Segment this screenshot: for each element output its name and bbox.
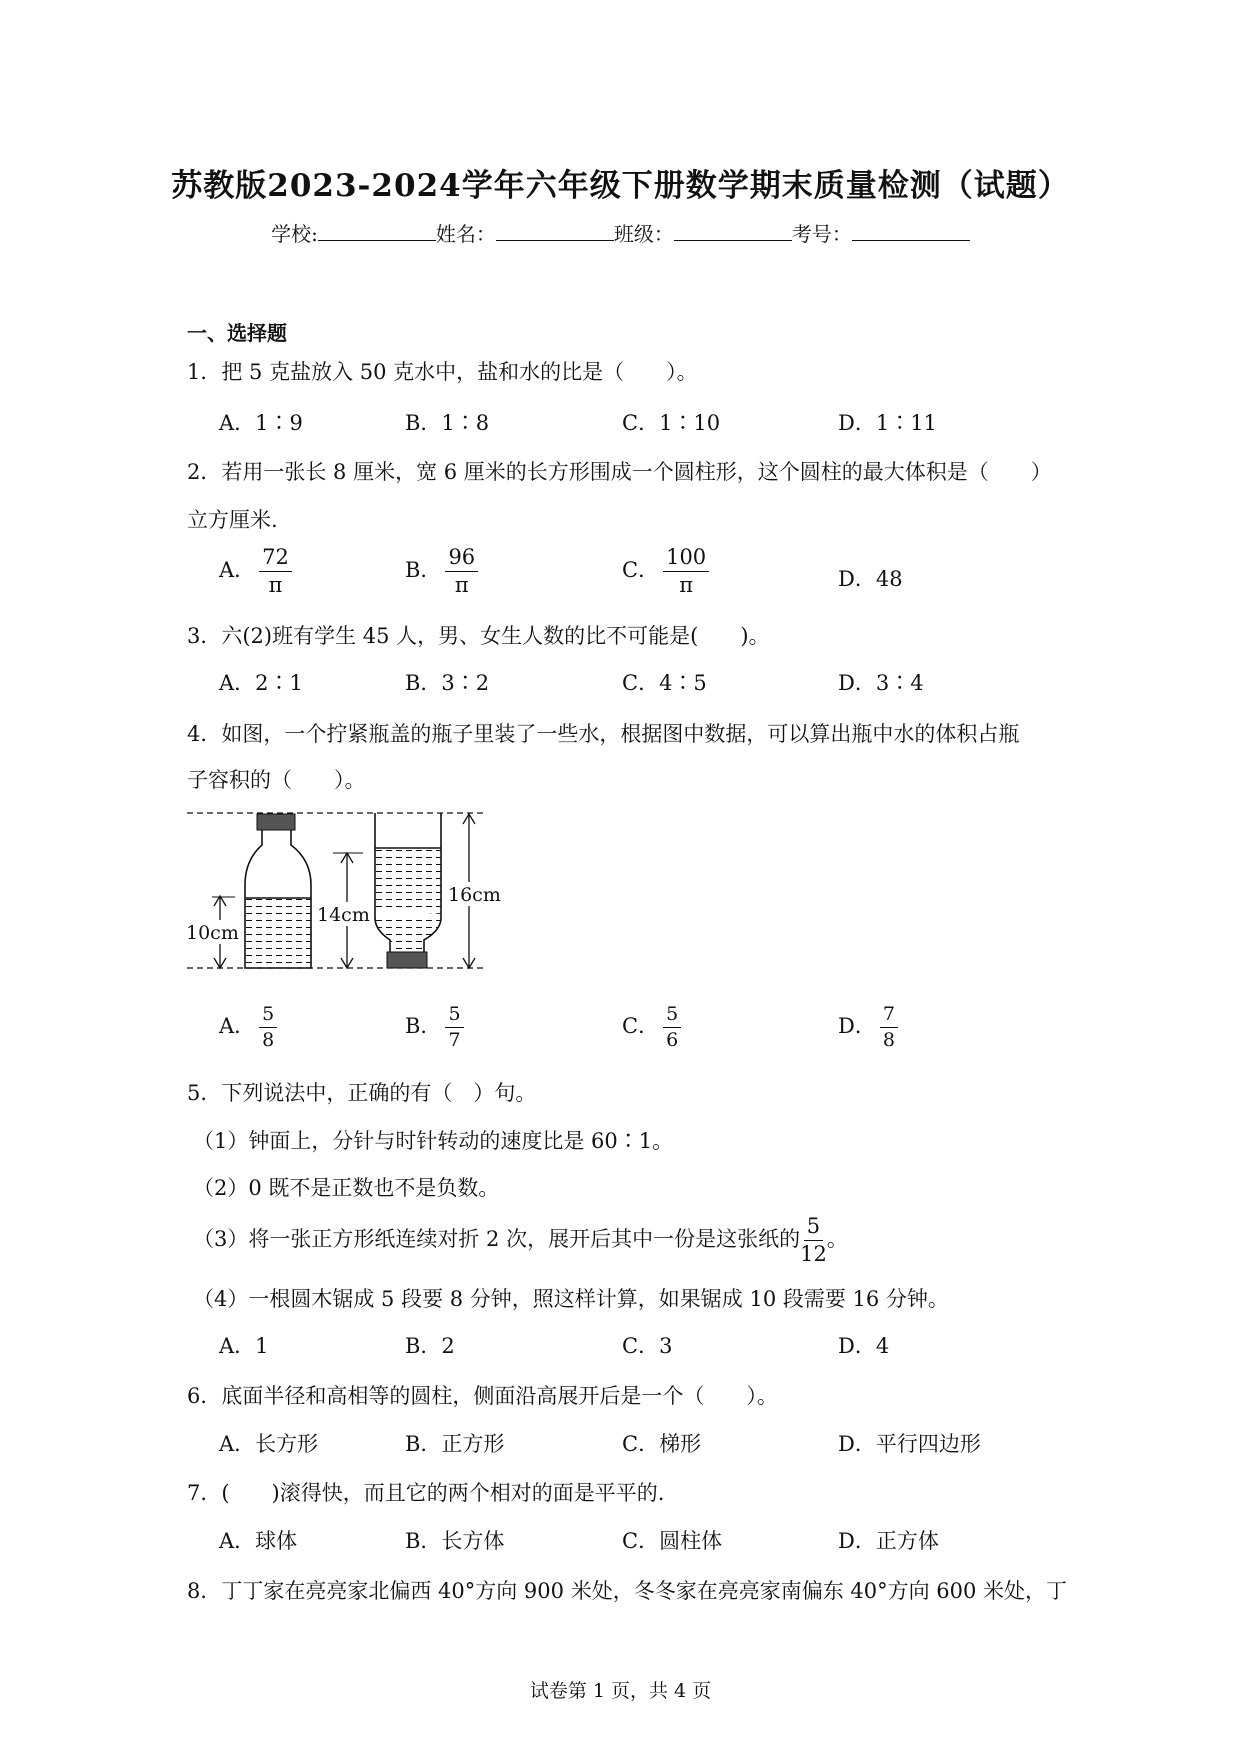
question-4-line1: 4．如图，一个拧紧瓶盖的瓶子里装了一些水，根据图中数据，可以算出瓶中水的体积占瓶: [187, 722, 1020, 746]
q3-option-d[interactable]: D．3∶4: [838, 671, 924, 695]
bottle-cap: [257, 814, 295, 830]
arrow-14cm: [316, 853, 376, 968]
q4-option-c-label: C．: [622, 1014, 660, 1038]
exam-no-label: 考号：: [791, 222, 852, 246]
fraction-numerator: 72: [259, 547, 292, 572]
q2-option-c-fraction: [663, 547, 709, 596]
section-heading: 一、选择题: [187, 321, 287, 345]
question-6-text: 6．底面半径和高相等的圆柱，侧面沿高展开后是一个（ ）。: [187, 1384, 778, 1408]
fraction-denominator: π: [454, 573, 469, 597]
inverted-water-fill: [375, 848, 441, 913]
fraction-denominator: 8: [262, 1029, 275, 1051]
q2-option-c[interactable]: [622, 547, 709, 596]
name-blank[interactable]: [496, 222, 614, 241]
q2-option-d[interactable]: D．48: [838, 567, 903, 591]
inverted-bottle: [375, 813, 441, 968]
class-blank[interactable]: [674, 222, 792, 241]
bottle-figure: [185, 805, 505, 985]
q5-statement-1: （1）钟面上，分针与时针转动的速度比是 60∶1。: [193, 1129, 674, 1153]
q4-option-c[interactable]: [622, 1005, 681, 1050]
q7-option-a[interactable]: A．球体: [219, 1529, 298, 1553]
q2-option-c-label: C．: [622, 558, 660, 582]
question-8-text: 8．丁丁家在亮亮家北偏西 40°方向 900 米处，冬冬家在亮亮家南偏东 40°方向 600 米处，丁: [187, 1579, 1068, 1603]
q7-option-b[interactable]: B．长方体: [405, 1529, 505, 1553]
q5-option-b[interactable]: B．2: [405, 1334, 455, 1358]
q5-statement-3-fraction: [800, 1216, 827, 1265]
fraction-numerator: 5: [804, 1216, 823, 1241]
q4-option-b-fraction: [445, 1005, 463, 1050]
q1-option-c[interactable]: C．1∶10: [622, 411, 721, 435]
q5-option-c[interactable]: C．3: [622, 1334, 673, 1358]
fraction-denominator: π: [679, 573, 694, 597]
arrow-16cm: [447, 814, 505, 968]
q6-option-b[interactable]: B．正方形: [405, 1432, 505, 1456]
q3-option-c[interactable]: C．4∶5: [622, 671, 707, 695]
q5-statement-3: [193, 1216, 848, 1265]
q5-statement-3-text: （3）将一张正方形纸连续对折 2 次，展开后其中一份是这张纸的: [193, 1227, 801, 1251]
question-5-text: 5．下列说法中，正确的有（ ）句。: [187, 1081, 537, 1105]
school-label: 学校:: [271, 222, 318, 246]
q2-option-a-label: A．: [219, 558, 256, 582]
water-fill: [245, 898, 311, 968]
q3-option-b[interactable]: B．3∶2: [405, 671, 490, 695]
q7-option-c[interactable]: C．圆柱体: [622, 1529, 723, 1553]
q2-option-b-fraction: [445, 547, 478, 596]
fraction-denominator: 8: [882, 1029, 895, 1051]
q4-option-d-fraction: [880, 1005, 898, 1050]
q5-statement-4: （4）一根圆木锯成 5 段要 8 分钟，照这样计算，如果锯成 10 段需要 16 分钟。: [193, 1287, 949, 1311]
upright-bottle: [245, 814, 311, 968]
fraction-denominator: 7: [448, 1029, 461, 1051]
fraction-denominator: 6: [666, 1029, 679, 1051]
label-10cm: 10cm: [186, 922, 239, 944]
q6-option-c[interactable]: C．梯形: [622, 1432, 702, 1456]
q5-option-a[interactable]: A．1: [219, 1334, 269, 1358]
q1-option-b[interactable]: B．1∶8: [405, 411, 490, 435]
fraction-denominator: 12: [800, 1242, 827, 1266]
inverted-bottle-cap: [387, 952, 427, 968]
fraction-numerator: 5: [445, 1005, 463, 1028]
q2-option-b-label: B．: [405, 558, 442, 582]
q7-option-d[interactable]: D．正方体: [838, 1529, 939, 1553]
fraction-numerator: 100: [663, 547, 709, 572]
question-7-text: 7．( )滚得快，而且它的两个相对的面是平平的.: [187, 1481, 665, 1505]
q5-statement-2: （2）0 既不是正数也不是负数。: [193, 1176, 500, 1200]
page-footer: 试卷第 1 页，共 4 页: [529, 1680, 712, 1702]
q5-option-d[interactable]: D．4: [838, 1334, 890, 1358]
q1-option-a[interactable]: A．1∶9: [219, 411, 303, 435]
q1-option-d[interactable]: D．1∶11: [838, 411, 937, 435]
question-1-text: 1．把 5 克盐放入 50 克水中，盐和水的比是（ ）。: [187, 360, 698, 384]
fraction-numerator: 5: [663, 1005, 681, 1028]
class-label: 班级：: [613, 222, 674, 246]
student-info-line: [0, 218, 1241, 247]
question-3-text: 3．六(2)班有学生 45 人，男、女生人数的比不可能是( )。: [187, 624, 770, 648]
question-4-line2: 子容积的（ ）。: [187, 768, 366, 792]
q2-option-a[interactable]: [219, 547, 292, 596]
label-16cm: 16cm: [448, 884, 501, 906]
name-label: 姓名：: [435, 222, 496, 246]
q2-option-b[interactable]: [405, 547, 478, 596]
question-2-line1: 2．若用一张长 8 厘米，宽 6 厘米的长方形围成一个圆柱形，这个圆柱的最大体积是（ ）: [187, 460, 1052, 484]
q4-option-c-fraction: [663, 1005, 681, 1050]
q4-option-a[interactable]: [219, 1005, 277, 1050]
q4-option-a-label: A．: [219, 1014, 256, 1038]
q4-option-d[interactable]: [838, 1005, 898, 1050]
q2-option-a-fraction: [259, 547, 292, 596]
exam-title: 苏教版2023-2024学年六年级下册数学期末质量检测（试题）: [171, 168, 1070, 204]
q4-option-a-fraction: [259, 1005, 277, 1050]
label-14cm: 14cm: [317, 904, 370, 926]
school-blank[interactable]: [318, 222, 436, 241]
q4-option-b[interactable]: [405, 1005, 464, 1050]
fraction-numerator: 5: [259, 1005, 277, 1028]
fraction-numerator: 96: [445, 547, 478, 572]
q6-option-a[interactable]: A．长方形: [219, 1432, 319, 1456]
question-2-line2: 立方厘米.: [187, 508, 278, 532]
exam-no-blank[interactable]: [852, 222, 970, 241]
q3-option-a[interactable]: A．2∶1: [219, 671, 303, 695]
arrow-10cm: [185, 896, 241, 968]
fraction-numerator: 7: [880, 1005, 898, 1028]
q4-option-b-label: B．: [405, 1014, 442, 1038]
q4-option-d-label: D．: [838, 1014, 876, 1038]
q6-option-d[interactable]: D．平行四边形: [838, 1432, 981, 1456]
fraction-denominator: π: [268, 573, 283, 597]
q5-statement-3-end: 。: [826, 1227, 848, 1251]
